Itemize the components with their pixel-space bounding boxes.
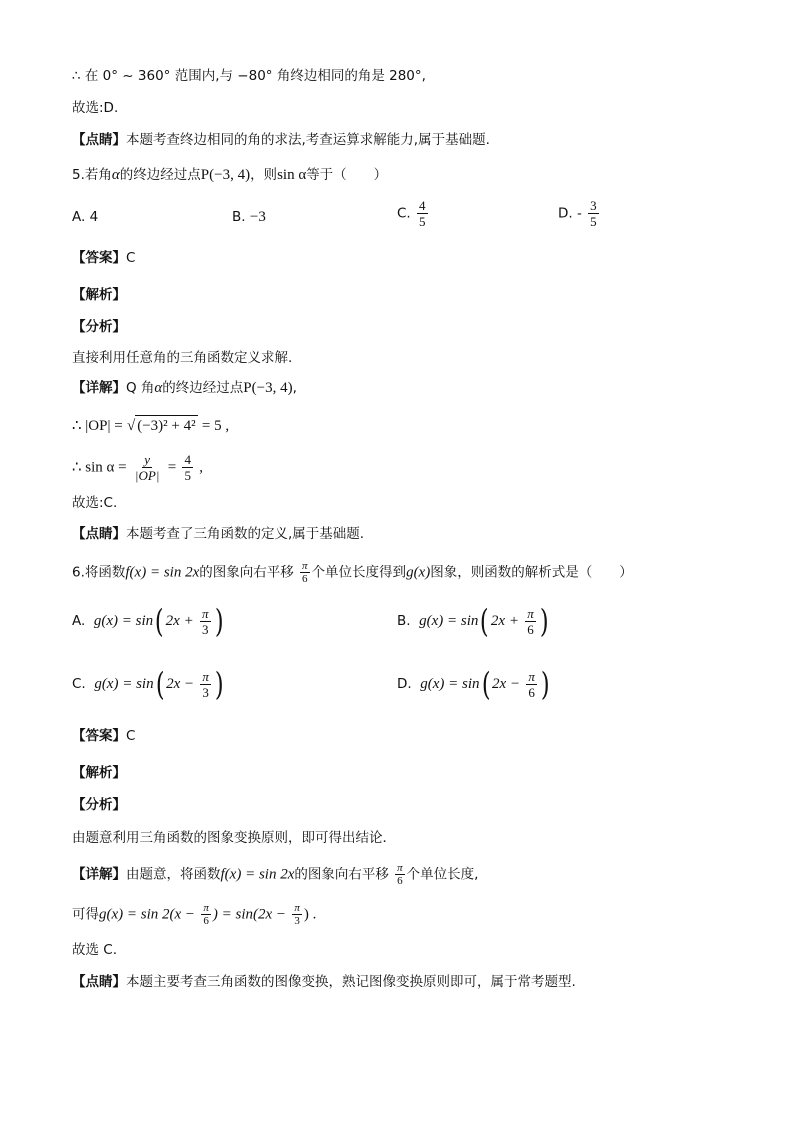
question-6-stem: 6.将函数f(x) = sin 2x的图象向右平移 $\frac{\pi}{6}$ 个单位长度得到g(x)图象，则函数的解析式是（ ） [72, 560, 633, 585]
q6-detail-2: 可得g(x) = sin 2(x − $\frac{\pi}{6}$ ) = sin(2x − $\frac{\pi}{3}$ ) . [72, 902, 317, 927]
sqrt-symbol: √ [126, 418, 136, 434]
q6-choose: 故选 C. [72, 942, 118, 958]
text-line-choice-d: 故选:D. [72, 100, 119, 116]
q5-choose: 故选:C. [72, 495, 118, 511]
q5-option-d: D. - $\frac{3}{5}$ [558, 198, 597, 229]
q5-option-a: A. 4 [72, 209, 99, 225]
q6-fenxi-text: 由题意利用三角函数的图象变换原则，即可得出结论． [72, 830, 396, 846]
fraction: $\frac{4}{5}$ [419, 198, 426, 229]
q6-fenxi-tag: 【分析】 [72, 797, 126, 813]
text-line-conclusion: ∴ 在 0° ~ 360° 范围内,与 −80° 角终边相同的角是 280°, [72, 68, 426, 84]
q6-option-b: B. g(x) = sin( 2x + $\frac{\pi}{6}$ ) [397, 602, 549, 640]
q5-option-b: B. −3 [232, 209, 266, 225]
q5-detail-3: ∴ sin α = $\frac{y}{|OP|}$ = $\frac{4}{5}$ , [72, 452, 204, 483]
q6-option-c: C. g(x) = sin( 2x − $\frac{\pi}{3}$ ) [72, 665, 224, 703]
q6-detail-1: 【详解】由题意，将函数f(x) = sin 2x的图象向右平移 $\frac{\pi}{6}$ 个单位长度, [72, 862, 479, 887]
q5-note: 【点睛】本题考查了三角函数的定义,属于基础题. [72, 526, 365, 542]
q5-option-c: C. $\frac{4}{5}$ [397, 198, 426, 229]
q6-note: 【点睛】本题主要考查三角函数的图像变换，熟记图像变换原则即可，属于常考题型. [72, 974, 576, 990]
q6-analysis-tag: 【解析】 [72, 765, 126, 781]
q5-fenxi-tag: 【分析】 [72, 319, 126, 335]
q5-fenxi-text: 直接利用任意角的三角函数定义求解. [72, 350, 293, 366]
q5-answer: 【答案】C [72, 250, 136, 266]
q6-answer: 【答案】C [72, 728, 136, 744]
q6-option-a: A. g(x) = sin( 2x + $\frac{\pi}{3}$ ) [72, 602, 224, 640]
q6-option-d: D. g(x) = sin( 2x − $\frac{\pi}{6}$ ) [397, 665, 550, 703]
q5-detail-2: ∴ |OP| = √ (−3)² + 4² = 5 , [72, 415, 229, 436]
fraction: $\frac{3}{5}$ [590, 198, 597, 229]
q5-analysis-tag: 【解析】 [72, 287, 126, 303]
q5-detail-1: 【详解】Q 角α的终边经过点P(−3, 4), [72, 380, 297, 396]
question-5-stem: 5.若角α的终边经过点P(−3, 4)，则sin α等于（ ） [72, 167, 388, 183]
note-line-1: 【点睛】本题考查终边相同的角的求法,考查运算求解能力,属于基础题. [72, 132, 490, 148]
note-tag: 【点睛】 [72, 132, 126, 148]
